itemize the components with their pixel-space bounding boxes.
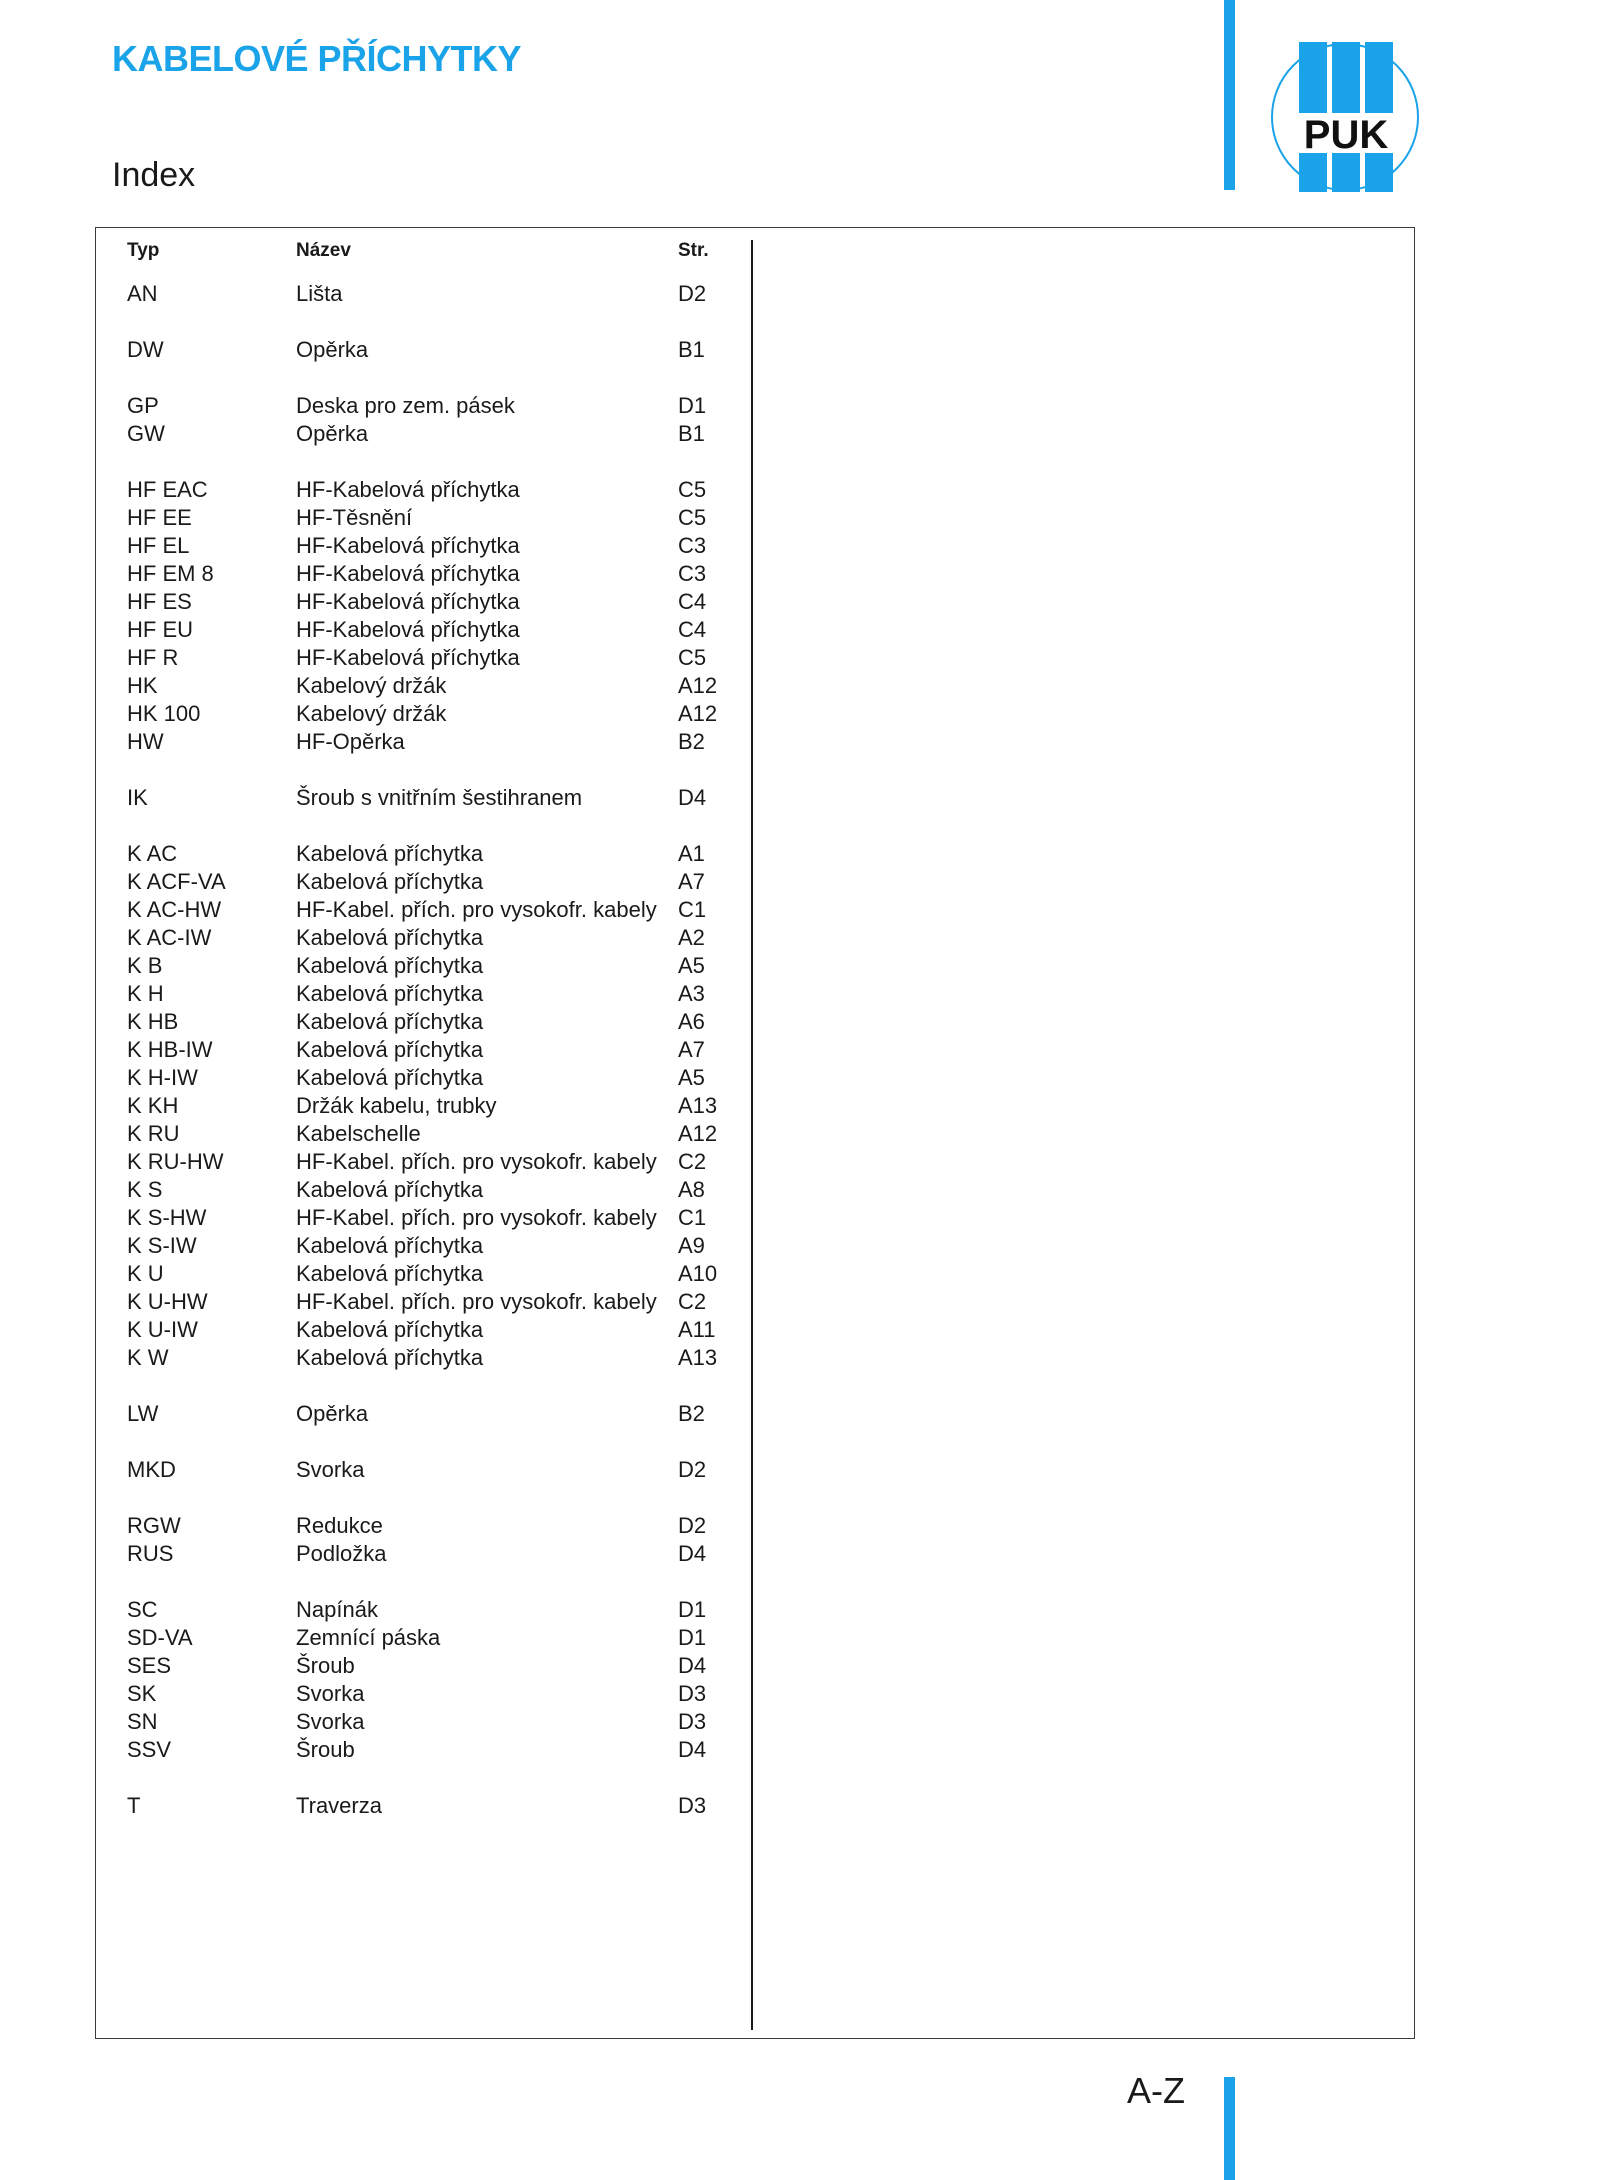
table-header: [127, 240, 727, 268]
row-page: C2: [678, 1149, 707, 1174]
row-typ: SC: [127, 1597, 158, 1622]
row-typ: RUS: [127, 1541, 174, 1566]
row-nazev: Zemnící páska: [296, 1625, 441, 1650]
row-page: A9: [678, 1233, 705, 1258]
row-page: C4: [678, 617, 707, 642]
table-row: [127, 560, 727, 588]
table-row: [127, 952, 727, 980]
row-typ: HW: [127, 729, 164, 754]
row-page: D3: [678, 1681, 707, 1706]
table-row: [127, 1344, 727, 1372]
table-row: [127, 1792, 727, 1820]
table-row: [127, 476, 727, 504]
page-title: KABELOVÉ PŘÍCHYTKY: [112, 38, 522, 79]
row-typ: HK 100: [127, 701, 201, 726]
row-page: A5: [678, 953, 705, 978]
table-row: [127, 1204, 727, 1232]
row-typ: K RU-HW: [127, 1149, 224, 1174]
table-row: [127, 784, 727, 812]
row-typ: K S: [127, 1177, 163, 1202]
row-nazev: Kabelová příchytka: [296, 953, 484, 978]
table-row: [127, 1092, 727, 1120]
row-nazev: Kabelová příchytka: [296, 1345, 484, 1370]
accent-bar-top: [1224, 0, 1235, 190]
row-nazev: HF-Kabel. přích. pro vysokofr. kabely: [296, 897, 657, 922]
row-page: B2: [678, 1401, 705, 1426]
row-typ: T: [127, 1793, 141, 1818]
row-typ: K ACF-VA: [127, 869, 226, 894]
row-page: D1: [678, 1597, 707, 1622]
row-typ: K W: [127, 1345, 169, 1370]
row-typ: SK: [127, 1681, 157, 1706]
row-typ: HF EE: [127, 505, 192, 530]
row-nazev: Šroub s vnitřním šestihranem: [296, 785, 583, 810]
row-typ: HF EL: [127, 533, 190, 558]
row-nazev: HF-Kabelová příchytka: [296, 561, 520, 586]
row-page: A12: [678, 1121, 718, 1146]
row-nazev: Kabelový držák: [296, 701, 447, 726]
row-typ: SSV: [127, 1737, 172, 1762]
row-nazev: Kabelová příchytka: [296, 869, 484, 894]
row-nazev: HF-Kabelová příchytka: [296, 533, 520, 558]
row-nazev: HF-Těsnění: [296, 505, 413, 530]
row-nazev: Šroub: [296, 1653, 355, 1678]
row-typ: K H: [127, 981, 164, 1006]
row-typ: SES: [127, 1653, 172, 1678]
row-typ: MKD: [127, 1457, 176, 1482]
table-row: [127, 1260, 727, 1288]
table-row: [127, 1288, 727, 1316]
row-page: D4: [678, 1653, 707, 1678]
row-page: D2: [678, 1513, 707, 1538]
row-page: D4: [678, 785, 707, 810]
row-page: A1: [678, 841, 705, 866]
row-nazev: Opěrka: [296, 1401, 369, 1426]
table-row: [127, 336, 727, 364]
row-typ: GP: [127, 393, 159, 418]
row-nazev: Opěrka: [296, 421, 369, 446]
row-nazev: HF-Kabel. přích. pro vysokofr. kabely: [296, 1149, 657, 1174]
row-nazev: Kabelový držák: [296, 673, 447, 698]
row-page: C1: [678, 897, 707, 922]
table-row: [127, 1736, 727, 1764]
header-nazev: Název: [296, 240, 351, 261]
table-row: [127, 1148, 727, 1176]
row-page: A11: [678, 1317, 716, 1342]
row-page: B1: [678, 337, 705, 362]
row-page: C4: [678, 589, 707, 614]
row-typ: LW: [127, 1401, 159, 1426]
row-typ: K U: [127, 1261, 164, 1286]
table-row: [127, 1596, 727, 1624]
table-row: [127, 1232, 727, 1260]
row-typ: K B: [127, 953, 163, 978]
row-typ: IK: [127, 785, 148, 810]
row-nazev: HF-Kabelová příchytka: [296, 589, 520, 614]
table-row: [127, 924, 727, 952]
row-page: D4: [678, 1737, 707, 1762]
index-table: [127, 240, 727, 1820]
table-row: [127, 1456, 727, 1484]
accent-bar-bottom: [1224, 2077, 1235, 2180]
header-str: Str.: [678, 240, 709, 261]
row-page: A7: [678, 869, 705, 894]
table-row: [127, 1036, 727, 1064]
row-nazev: Kabelová příchytka: [296, 1317, 484, 1342]
row-typ: K HB-IW: [127, 1037, 213, 1062]
table-row: [127, 728, 727, 756]
table-row: [127, 1624, 727, 1652]
table-row: [127, 392, 727, 420]
row-page: A7: [678, 1037, 705, 1062]
row-nazev: HF-Kabel. přích. pro vysokofr. kabely: [296, 1205, 657, 1230]
row-page: D2: [678, 1457, 707, 1482]
row-typ: HF EAC: [127, 477, 208, 502]
page-subtitle: Index: [112, 156, 196, 194]
row-nazev: Svorka: [296, 1681, 365, 1706]
row-page: A5: [678, 1065, 705, 1090]
row-typ: DW: [127, 337, 164, 362]
row-typ: K AC-IW: [127, 925, 212, 950]
row-nazev: Kabelová příchytka: [296, 981, 484, 1006]
table-row: [127, 1652, 727, 1680]
row-nazev: HF-Opěrka: [296, 729, 405, 754]
row-nazev: Lišta: [296, 281, 343, 306]
row-page: C5: [678, 477, 707, 502]
row-typ: HK: [127, 673, 158, 698]
row-page: C3: [678, 561, 707, 586]
row-typ: K KH: [127, 1093, 179, 1118]
row-page: D1: [678, 393, 707, 418]
row-nazev: Podložka: [296, 1541, 387, 1566]
row-page: C5: [678, 505, 707, 530]
row-page: D2: [678, 281, 707, 306]
row-typ: RGW: [127, 1513, 181, 1538]
table-row: [127, 532, 727, 560]
row-page: D4: [678, 1541, 707, 1566]
table-row: [127, 896, 727, 924]
table-row: [127, 1008, 727, 1036]
table-row: [127, 840, 727, 868]
row-typ: K AC: [127, 841, 178, 866]
row-typ: SN: [127, 1709, 158, 1734]
table-row: [127, 700, 727, 728]
table-row: [127, 504, 727, 532]
table-row: [127, 1176, 727, 1204]
header-typ: Typ: [127, 240, 160, 261]
row-nazev: Kabelová příchytka: [296, 925, 484, 950]
row-page: D3: [678, 1709, 707, 1734]
row-typ: K S-IW: [127, 1233, 197, 1258]
row-nazev: Kabelová příchytka: [296, 1037, 484, 1062]
table-row: [127, 672, 727, 700]
row-page: C1: [678, 1205, 707, 1230]
row-typ: K S-HW: [127, 1205, 207, 1230]
row-page: A13: [678, 1345, 718, 1370]
table-row: [127, 616, 727, 644]
table-row: [127, 1512, 727, 1540]
row-page: A12: [678, 701, 718, 726]
row-nazev: Kabelová příchytka: [296, 1065, 484, 1090]
row-page: D3: [678, 1793, 707, 1818]
table-row: [127, 420, 727, 448]
row-page: C5: [678, 645, 707, 670]
table-row: [127, 1400, 727, 1428]
table-row: [127, 644, 727, 672]
row-typ: SD-VA: [127, 1625, 193, 1650]
row-typ: K RU: [127, 1121, 180, 1146]
table-row: [127, 1120, 727, 1148]
row-typ: HF ES: [127, 589, 192, 614]
row-nazev: Svorka: [296, 1709, 365, 1734]
table-row: [127, 980, 727, 1008]
row-page: B2: [678, 729, 705, 754]
row-nazev: Kabelová příchytka: [296, 1009, 484, 1034]
row-page: A2: [678, 925, 705, 950]
column-divider: [751, 240, 753, 2030]
row-page: A3: [678, 981, 705, 1006]
row-nazev: Kabelschelle: [296, 1121, 421, 1146]
row-nazev: Deska pro zem. pásek: [296, 393, 515, 418]
row-page: A13: [678, 1093, 718, 1118]
row-nazev: HF-Kabel. přích. pro vysokofr. kabely: [296, 1289, 657, 1314]
row-typ: K U-IW: [127, 1317, 198, 1342]
row-page: A6: [678, 1009, 705, 1034]
row-page: A12: [678, 673, 718, 698]
row-page: B1: [678, 421, 705, 446]
table-row: [127, 1540, 727, 1568]
row-typ: HF EM 8: [127, 561, 214, 586]
row-page: D1: [678, 1625, 707, 1650]
table-row: [127, 1064, 727, 1092]
row-nazev: Kabelová příchytka: [296, 841, 484, 866]
table-body: [127, 280, 727, 1820]
row-typ: HF EU: [127, 617, 193, 642]
logo-text: PUK: [1303, 113, 1389, 157]
row-page: A10: [678, 1261, 718, 1286]
row-typ: GW: [127, 421, 165, 446]
row-nazev: HF-Kabelová příchytka: [296, 617, 520, 642]
table-row: [127, 588, 727, 616]
row-nazev: Opěrka: [296, 337, 369, 362]
row-nazev: Svorka: [296, 1457, 365, 1482]
row-nazev: Držák kabelu, trubky: [296, 1093, 497, 1118]
table-row: [127, 1680, 727, 1708]
table-row: [127, 1316, 727, 1344]
row-nazev: Napínák: [296, 1597, 378, 1622]
row-typ: K U-HW: [127, 1289, 208, 1314]
row-nazev: HF-Kabelová příchytka: [296, 645, 520, 670]
row-typ: K H-IW: [127, 1065, 198, 1090]
puk-logo: [1268, 40, 1423, 195]
row-nazev: HF-Kabelová příchytka: [296, 477, 520, 502]
row-typ: AN: [127, 281, 158, 306]
row-page: C3: [678, 533, 707, 558]
row-nazev: Šroub: [296, 1737, 355, 1762]
row-nazev: Kabelová příchytka: [296, 1261, 484, 1286]
row-nazev: Redukce: [296, 1513, 383, 1538]
row-typ: K HB: [127, 1009, 179, 1034]
table-row: [127, 280, 727, 308]
row-typ: K AC-HW: [127, 897, 222, 922]
row-nazev: Traverza: [296, 1793, 382, 1818]
table-row: [127, 868, 727, 896]
section-label: A-Z: [1127, 2070, 1185, 2111]
row-typ: HF R: [127, 645, 179, 670]
row-nazev: Kabelová příchytka: [296, 1233, 484, 1258]
table-row: [127, 1708, 727, 1736]
row-nazev: Kabelová příchytka: [296, 1177, 484, 1202]
row-page: A8: [678, 1177, 705, 1202]
row-page: C2: [678, 1289, 707, 1314]
